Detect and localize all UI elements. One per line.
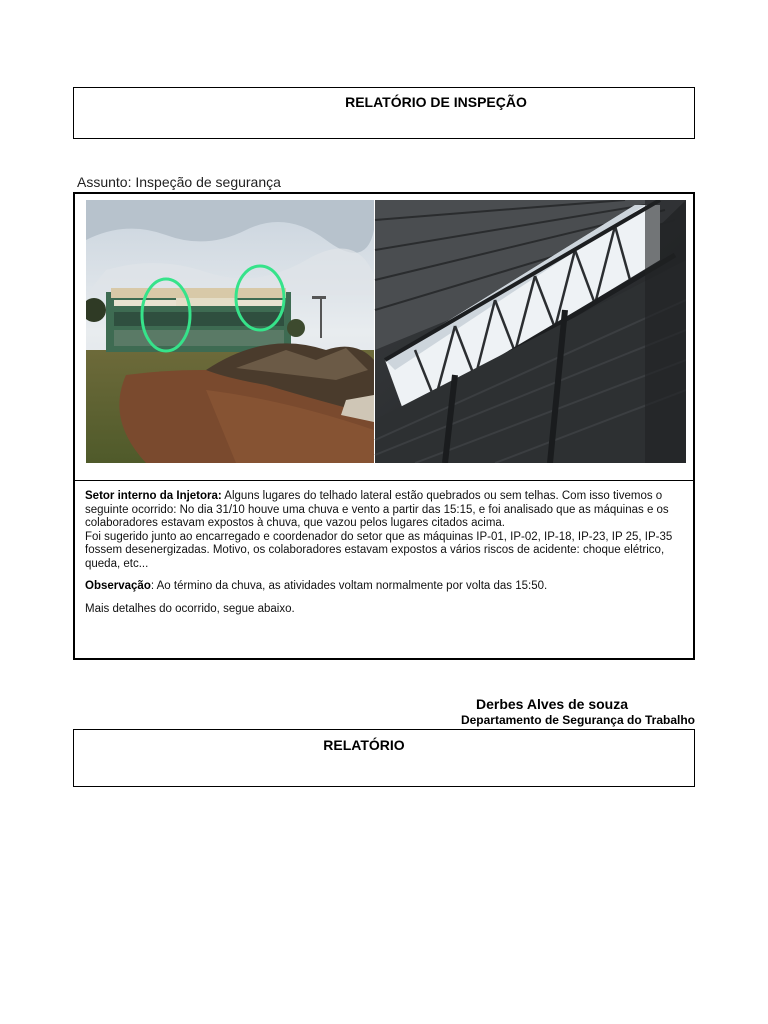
report-title: RELATÓRIO DE INSPEÇÃO xyxy=(345,94,527,110)
photo-row xyxy=(86,200,686,463)
observation-text: : Ao término da chuva, as atividades voltam normalmente por volta das 15:50. xyxy=(150,580,548,592)
signer-name: Derbes Alves de souza xyxy=(476,696,628,712)
description-paragraph-1: Alguns lugares do telhado lateral estão quebrados ou sem telhas. Com isso tivemos o seguinte ocorrido: No dia 31/10 houve uma chuva e vento a partir das 15:15, e foi analisado que as máquinas e os colaboradores estavam expostos à chuva, que vazou pelos lugares citados acima. xyxy=(85,490,669,529)
description-paragraph-2: Foi sugerido junto ao encarregado e coordenador do setor que as máquinas IP-01, IP-02, IP-18, IP-23, IP 25, IP-35 fossem desenergizadas. Motivo, os colaboradores estavam expostos a vários riscos de acidente: choque elétrico, queda, etc... xyxy=(85,530,673,570)
inspection-content-box xyxy=(73,192,695,660)
report-section-box xyxy=(73,729,695,787)
observation-label: Observação xyxy=(85,580,151,592)
inspection-description xyxy=(85,490,690,625)
section-divider xyxy=(75,480,693,481)
sector-label: Setor interno da Injetora: xyxy=(85,490,222,502)
interior-roof-photo xyxy=(375,200,686,463)
inspection-photos xyxy=(86,200,686,463)
report-section-title: RELATÓRIO xyxy=(323,737,405,753)
exterior-photo xyxy=(86,200,374,463)
signer-department: Departamento de Segurança do Trabalho xyxy=(460,713,695,727)
report-title-box xyxy=(73,87,695,139)
more-details-text: Mais detalhes do ocorrido, segue abaixo. xyxy=(85,602,295,615)
subject-line: Assunto: Inspeção de segurança xyxy=(77,174,281,190)
